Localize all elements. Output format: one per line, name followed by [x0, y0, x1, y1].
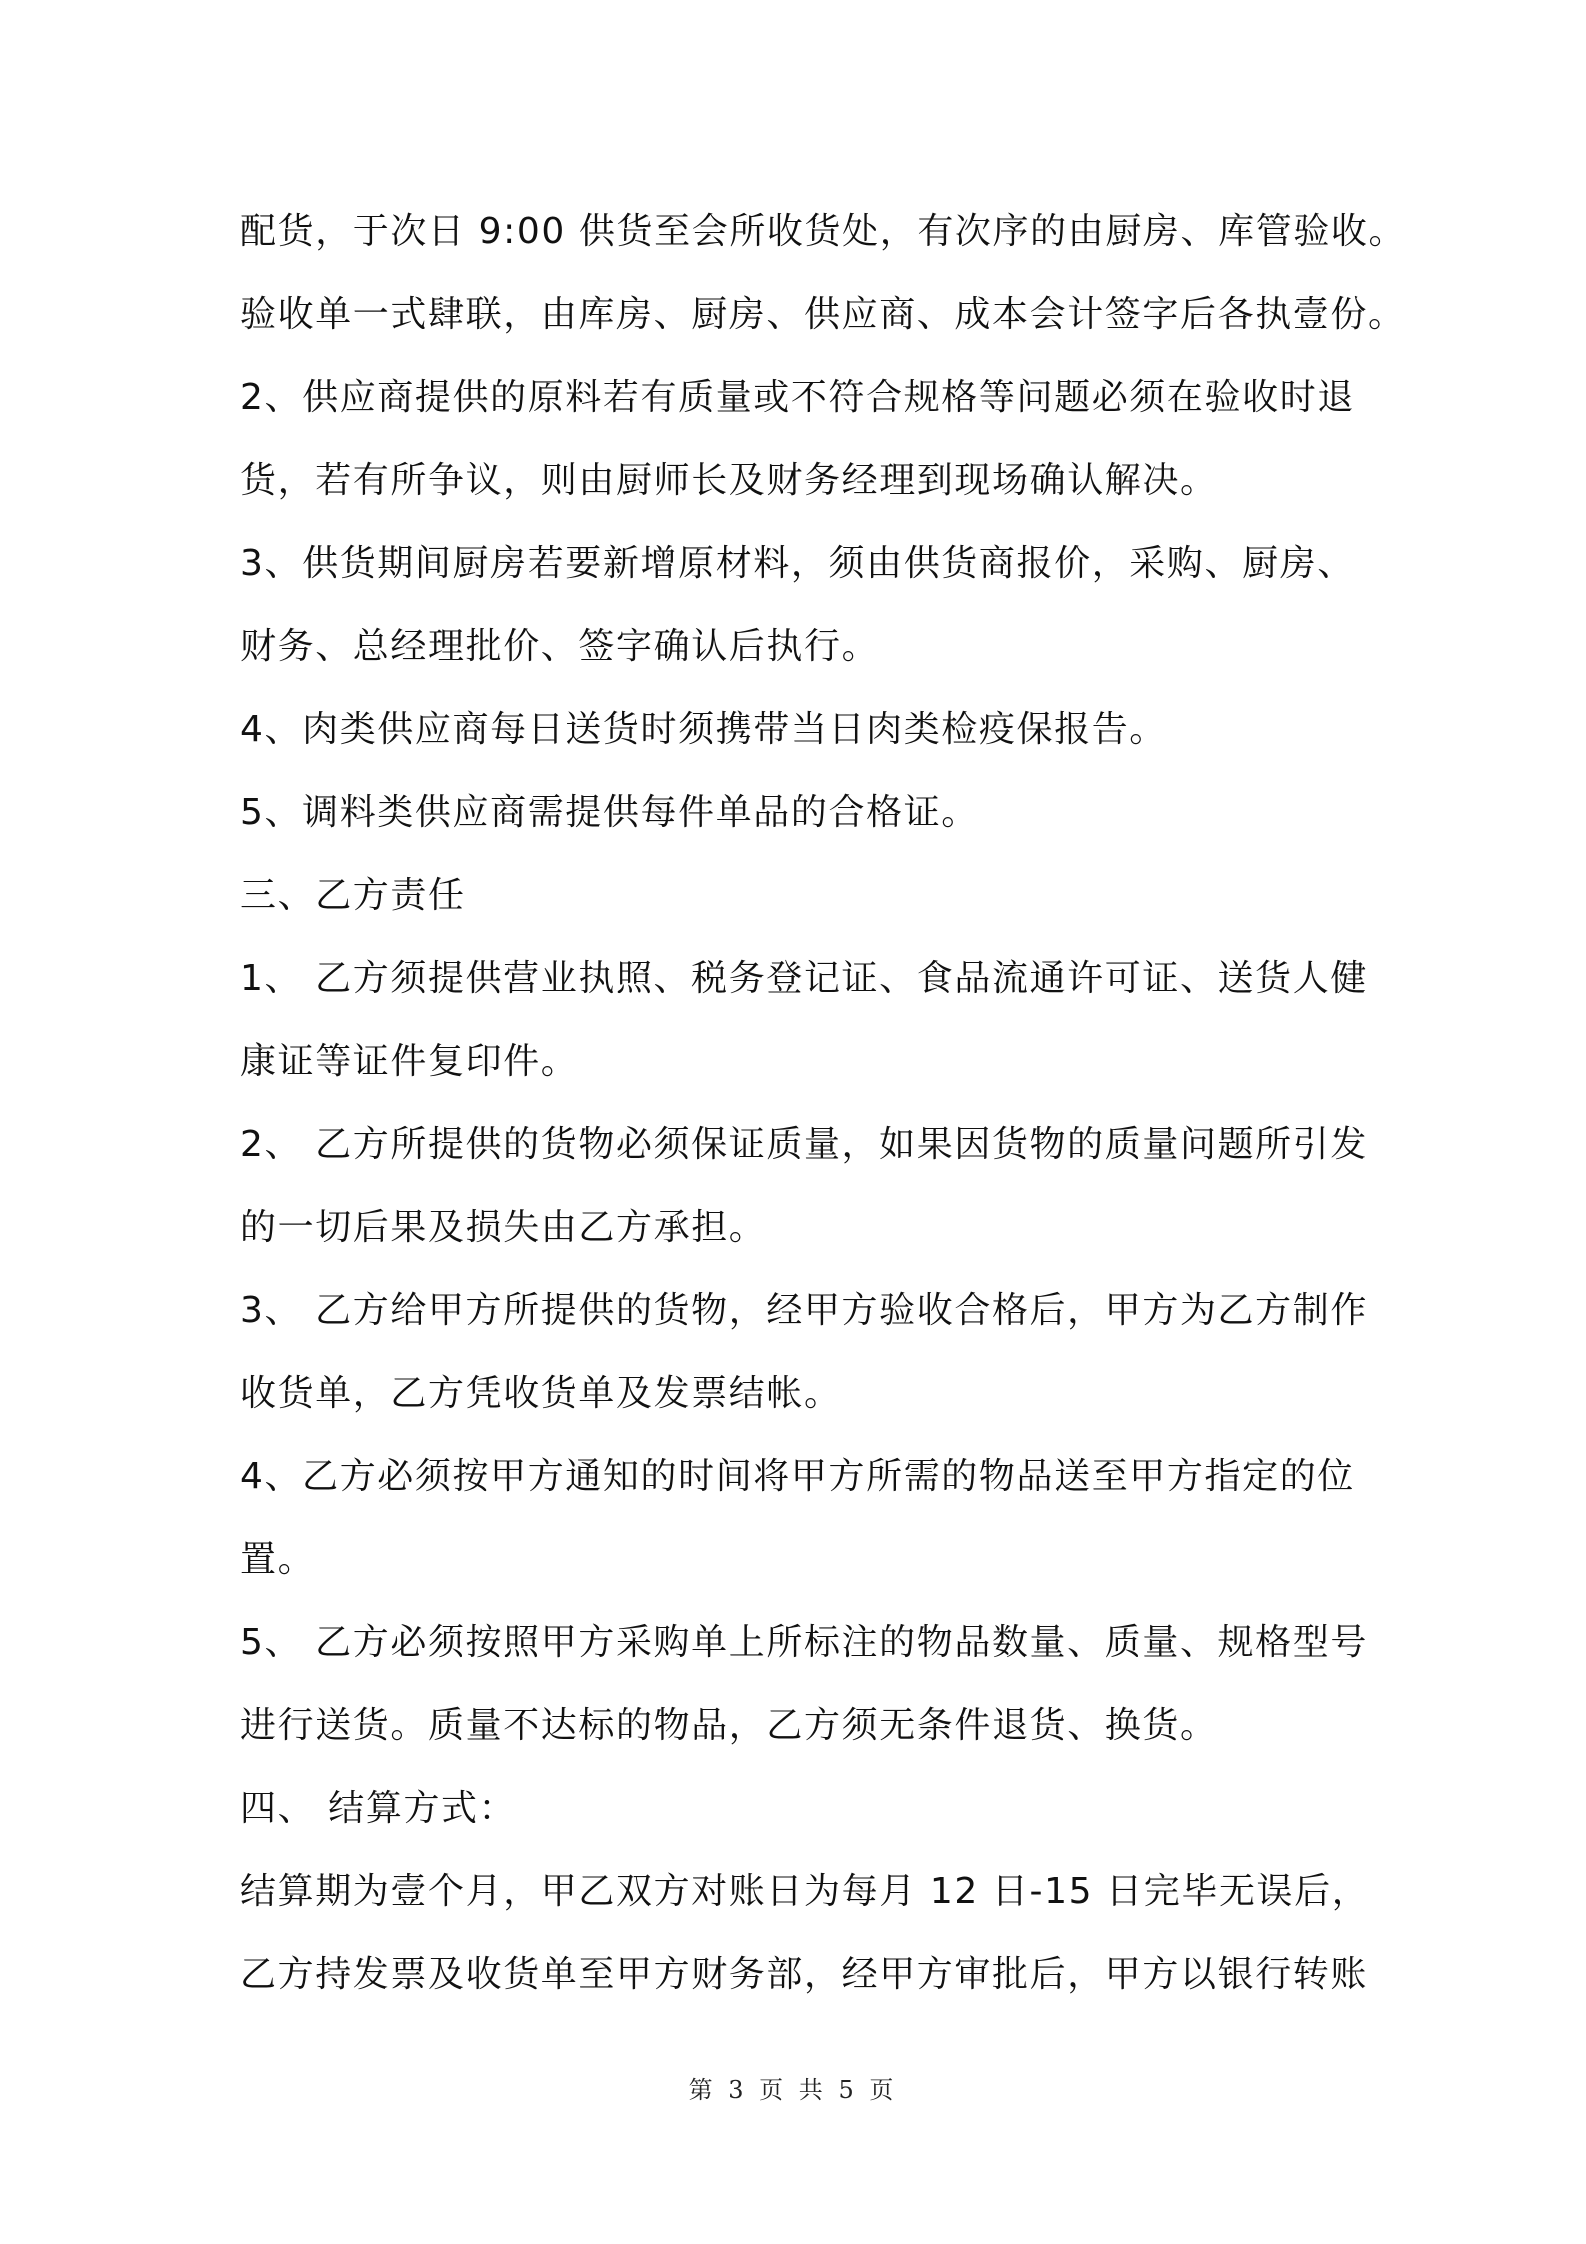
text-line: 的一切后果及损失由乙方承担。: [240, 1207, 767, 1248]
text-line: 配货，于次日 9:00 供货至会所收货处，有次序的由厨房、库管验收。: [240, 211, 1407, 252]
section-heading: 四、 结算方式：: [240, 1788, 517, 1829]
text-line: 结算期为壹个月，甲乙双方对账日为每月 12 日-15 日完毕无误后，: [240, 1871, 1370, 1912]
text-line: 货，若有所争议，则由厨师长及财务经理到现场确认解决。: [240, 460, 1218, 501]
text-line: 2、 乙方所提供的货物必须保证质量，如果因货物的质量问题所引发: [240, 1124, 1368, 1165]
page-number-footer: 第 3 页 共 5 页: [688, 2076, 898, 2104]
text-line: 财务、总经理批价、签字确认后执行。: [240, 626, 880, 667]
section-heading: 三、乙方责任: [240, 875, 466, 916]
text-line: 验收单一式肆联，由库房、厨房、供应商、成本会计签字后各执壹份。: [240, 294, 1406, 335]
text-line: 3、供货期间厨房若要新增原材料，须由供货商报价，采购、厨房、: [240, 543, 1355, 584]
text-line: 5、调料类供应商需提供每件单品的合格证。: [240, 792, 979, 833]
text-line: 收货单，乙方凭收货单及发票结帐。: [240, 1373, 842, 1414]
document-body: [240, 190, 1407, 2016]
text-line: 进行送货。质量不达标的物品，乙方须无条件退货、换货。: [240, 1705, 1218, 1746]
text-line: 3、 乙方给甲方所提供的货物，经甲方验收合格后，甲方为乙方制作: [240, 1290, 1368, 1331]
text-line: 置。: [240, 1539, 316, 1580]
text-line: 4、乙方必须按甲方通知的时间将甲方所需的物品送至甲方指定的位: [240, 1456, 1355, 1497]
text-line: 2、供应商提供的原料若有质量或不符合规格等问题必须在验收时退: [240, 377, 1355, 418]
text-line: 5、 乙方必须按照甲方采购单上所标注的物品数量、质量、规格型号: [240, 1622, 1368, 1663]
text-line: 乙方持发票及收货单至甲方财务部，经甲方审批后，甲方以银行转账: [240, 1954, 1369, 1995]
text-line: 4、肉类供应商每日送货时须携带当日肉类检疫保报告。: [240, 709, 1167, 750]
text-line: 1、 乙方须提供营业执照、税务登记证、食品流通许可证、送货人健: [240, 958, 1368, 999]
text-line: 康证等证件复印件。: [240, 1041, 579, 1082]
